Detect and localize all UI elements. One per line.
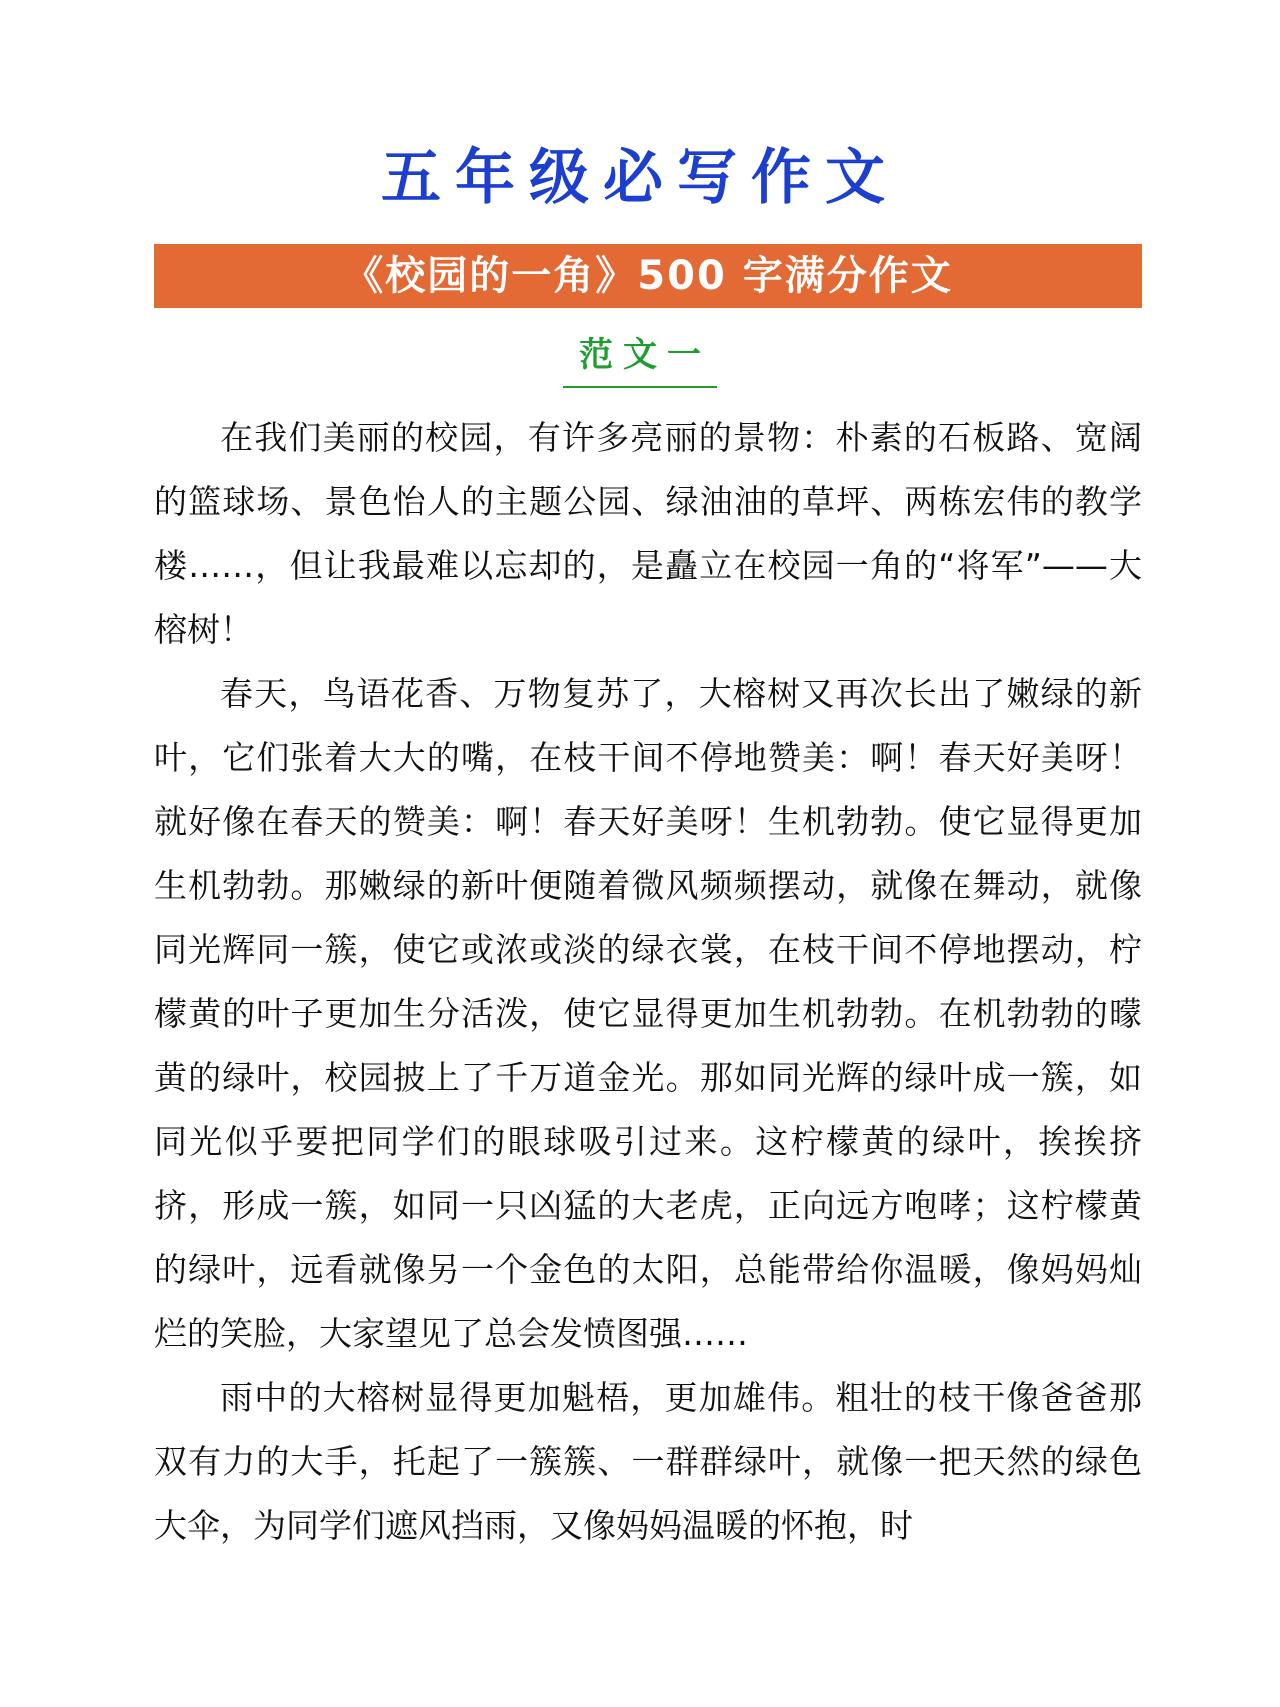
essay-title-text: 《校园的一角》500 字满分作文 xyxy=(343,253,953,299)
essay-body xyxy=(154,406,1142,1558)
essay-paragraph-2: 春天，鸟语花香、万物复苏了，大榕树又再次长出了嫩绿的新叶，它们张着大大的嘴，在枝干间不停地赞美：啊！春天好美呀！就好像在春天的赞美：啊！春天好美呀！生机勃勃。使它显得更加生机勃勃。那嫩绿的新叶便随着微风频频摆动，就像在舞动，就像同光辉同一簇，使它或浓或淡的绿衣裳，在枝干间不停地摆动，柠檬黄的叶子更加生分活泼，使它显得更加生机勃勃。在机勃勃的曚黄的绿叶，校园披上了千万道金光。那如同光辉的绿叶成一簇，如同光似乎要把同学们的眼球吸引过来。这柠檬黄的绿叶，挨挨挤挤，形成一簇，如同一只凶猛的大老虎，正向远方咆哮；这柠檬黄的绿叶，远看就像另一个金色的太阳，总能带给你温暖，像妈妈灿烂的笑脸，大家望见了总会发愤图强…… xyxy=(154,674,1142,1353)
page-title: 五年级必写作文 xyxy=(381,143,899,213)
section-heading xyxy=(0,332,1280,388)
section-heading-label: 范文一 xyxy=(563,332,717,388)
essay-paragraph-1: 在我们美丽的校园，有许多亮丽的景物：朴素的石板路、宽阔的篮球场、景色怡人的主题公园、绿油油的草坪、两栋宏伟的教学楼……，但让我最难以忘却的，是矗立在校园一角的“将军”——大榕树！ xyxy=(154,418,1142,649)
essay-title-banner xyxy=(154,244,1142,308)
essay-paragraph-3: 雨中的大榕树显得更加魁梧，更加雄伟。粗壮的枝干像爸爸那双有力的大手，托起了一簇簇、一群群绿叶，就像一把天然的绿色大伞，为同学们遮风挡雨，又像妈妈温暖的怀抱，时 xyxy=(154,1378,1142,1545)
